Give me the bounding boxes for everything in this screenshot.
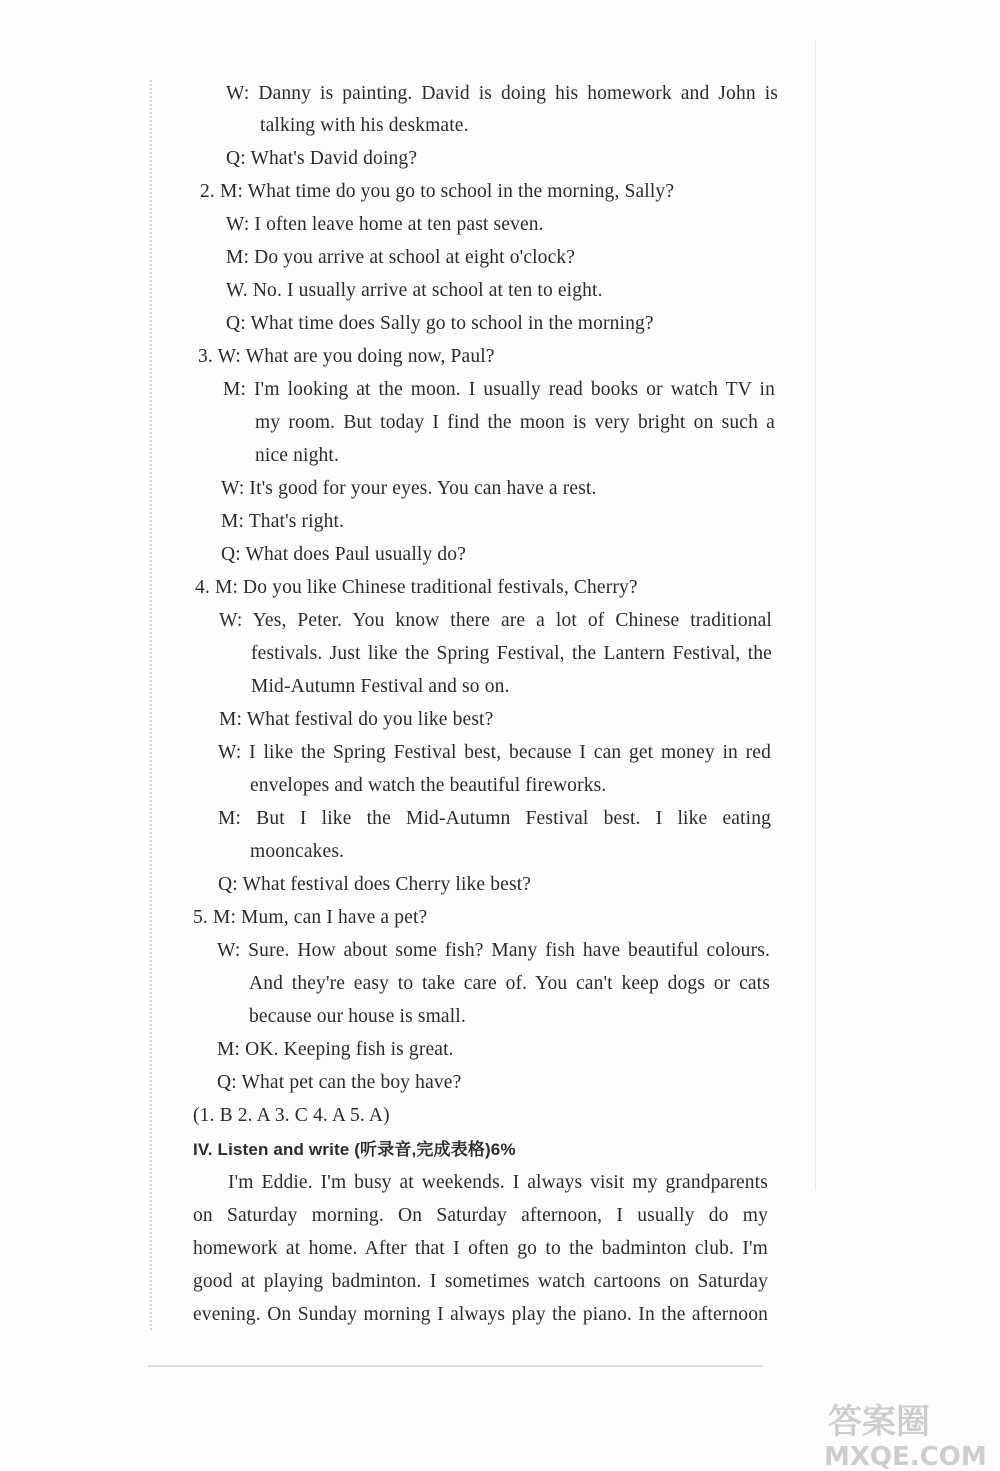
text-line: W: I often leave home at ten past seven. xyxy=(226,214,544,235)
text-line: Q: What pet can the boy have? xyxy=(217,1072,462,1093)
answer-key: (1. B 2. A 3. C 4. A 5. A) xyxy=(193,1105,390,1126)
text-line: 3. W: What are you doing now, Paul? xyxy=(198,346,495,367)
right-margin-line xyxy=(815,40,816,1190)
text-line: 2. M: What time do you go to school in the morning, Sally? xyxy=(200,181,675,202)
text-line: talking with his deskmate. xyxy=(260,115,469,136)
text-line: because our house is small. xyxy=(249,1006,466,1027)
text-line: I'm Eddie. I'm busy at weekends. I always visit my grandparents xyxy=(228,1172,768,1193)
watermark-bottom-text: MXQE.COM xyxy=(824,1442,987,1470)
text-line: M: That's right. xyxy=(221,511,345,532)
text-line: And they're easy to take care of. You can't keep dogs or cats xyxy=(249,973,770,994)
section-heading: IV. Listen and write (听录音,完成表格)6% xyxy=(193,1140,516,1159)
text-line: W: Yes, Peter. You know there are a lot of Chinese traditional xyxy=(219,610,772,631)
text-line: Q: What time does Sally go to school in the morning? xyxy=(226,313,654,334)
text-line: M: What festival do you like best? xyxy=(219,709,494,730)
text-line: M: But I like the Mid-Autumn Festival best. I like eating xyxy=(218,808,771,829)
text-line: Mid-Autumn Festival and so on. xyxy=(251,676,510,697)
bottom-rule xyxy=(148,1365,763,1367)
text-line: nice night. xyxy=(255,445,339,466)
text-line: W. No. I usually arrive at school at ten to eight. xyxy=(226,280,603,301)
watermark-logo xyxy=(820,1395,995,1470)
text-line: W: It's good for your eyes. You can have a rest. xyxy=(221,478,597,499)
text-line: good at playing badminton. I sometimes watch cartoons on Saturday xyxy=(193,1271,768,1292)
left-margin-dots xyxy=(150,80,152,1330)
text-line: M: I'm looking at the moon. I usually read books or watch TV in xyxy=(223,379,775,400)
text-line: festivals. Just like the Spring Festival, the Lantern Festival, the xyxy=(251,643,772,664)
text-line: M: Do you arrive at school at eight o'clock? xyxy=(226,247,576,268)
text-line: my room. But today I find the moon is very bright on such a xyxy=(255,412,775,433)
text-line: W: Danny is painting. David is doing his homework and John is xyxy=(226,83,778,104)
text-line: 5. M: Mum, can I have a pet? xyxy=(193,907,428,928)
text-line: W: Sure. How about some fish? Many fish have beautiful colours. xyxy=(217,940,770,961)
text-line: Q: What festival does Cherry like best? xyxy=(218,874,532,895)
text-line: 4. M: Do you like Chinese traditional festivals, Cherry? xyxy=(195,577,638,598)
text-line: mooncakes. xyxy=(250,841,345,862)
text-line: Q: What does Paul usually do? xyxy=(221,544,466,565)
text-line: Q: What's David doing? xyxy=(226,148,418,169)
text-line: evening. On Sunday morning I always play the piano. In the afternoon xyxy=(193,1304,768,1325)
text-line: envelopes and watch the beautiful fireworks. xyxy=(250,775,607,796)
text-line: homework at home. After that I often go to the badminton club. I'm xyxy=(193,1238,768,1259)
text-line: W: I like the Spring Festival best, because I can get money in red xyxy=(218,742,771,763)
watermark-top-text: 答案圈 xyxy=(828,1402,930,1442)
text-line: M: OK. Keeping fish is great. xyxy=(217,1039,454,1060)
text-line: on Saturday morning. On Saturday afternoon, I usually do my xyxy=(193,1205,768,1226)
